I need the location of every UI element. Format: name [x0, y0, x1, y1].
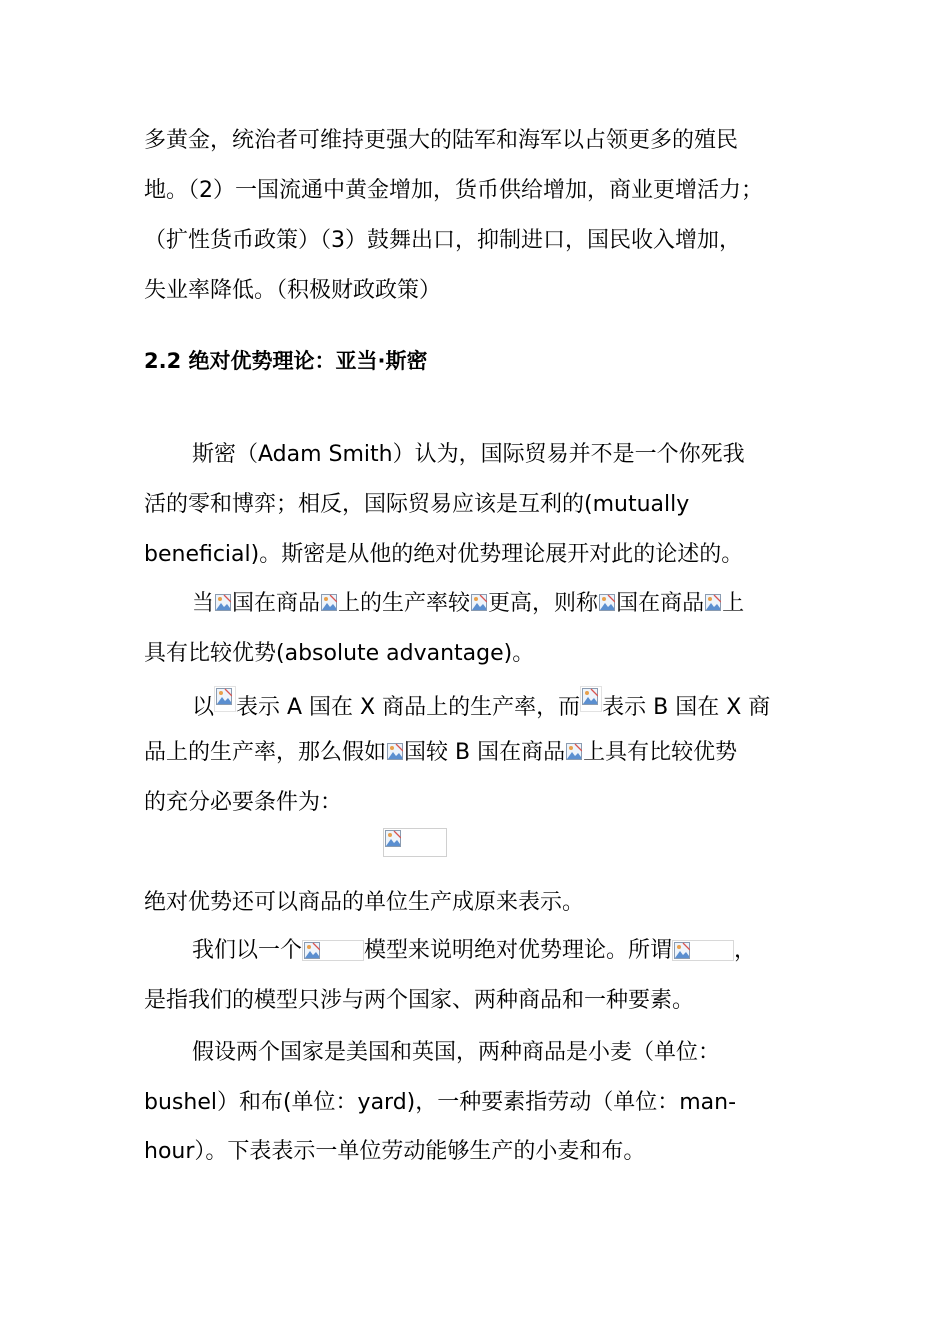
text-line: 多黄金，统治者可维持更强大的陆军和海军以占领更多的殖民 — [144, 128, 739, 153]
text-segment: 更高，则称 — [488, 591, 599, 616]
text-segment: 国在商品 — [232, 591, 321, 616]
model-line — [192, 936, 814, 966]
broken-image-icon — [704, 593, 722, 614]
productivity-line — [192, 686, 814, 723]
text-line: 是指我们的模型只涉与两个国家、两种商品和一种要素。 — [144, 988, 695, 1013]
broken-image-icon — [470, 593, 488, 614]
formula-line — [383, 828, 503, 866]
section-heading: 2.2 绝对优势理论：亚当·斯密 — [144, 349, 428, 373]
text-segment: 表示 A 国在 X 商品上的生产率，而 — [236, 695, 581, 720]
broken-image-icon — [386, 742, 404, 763]
text-segment: 国在商品 — [616, 591, 705, 616]
broken-image-icon — [672, 940, 734, 961]
definition-line — [192, 589, 814, 619]
text-segment: 模型来说明绝对优势理论。所谓 — [364, 938, 673, 963]
text-segment: ， — [734, 938, 757, 963]
text-segment: 我们以一个 — [192, 938, 303, 963]
productivity-line — [144, 738, 814, 768]
text-segment: 上具有比较优势 — [583, 740, 738, 765]
text-line: hour）。下表表示一单位劳动能够生产的小麦和布。 — [144, 1139, 646, 1164]
broken-image-icon — [580, 686, 602, 712]
broken-image-icon — [598, 593, 616, 614]
text-line: 绝对优势还可以商品的单位生产成原来表示。 — [144, 890, 585, 915]
broken-image-icon — [214, 593, 232, 614]
text-line: 斯密（Adam Smith）认为，国际贸易并不是一个你死我 — [192, 442, 745, 467]
broken-image-icon — [383, 828, 447, 857]
broken-image-icon — [302, 940, 364, 961]
text-line: bushel）和布(单位：yard)，一种要素指劳动（单位：man- — [144, 1090, 737, 1115]
text-line: beneficial)。斯密是从他的绝对优势理论展开对此的论述的。 — [144, 542, 744, 567]
text-segment: 国较 B 国在商品 — [404, 740, 566, 765]
text-line: 地。（2）一国流通中黄金增加，货币供给增加，商业更增活力； — [144, 178, 763, 203]
text-line: 失业率降低。（积极财政政策） — [144, 278, 442, 303]
text-line: （扩性货币政策）（3）鼓舞出口，抑制进口，国民收入增加， — [144, 228, 741, 253]
text-segment: 当 — [192, 591, 215, 616]
text-line: 活的零和博弈；相反，国际贸易应该是互利的(mutually — [144, 492, 690, 517]
text-line: 具有比较优势(absolute advantage)。 — [144, 641, 535, 666]
broken-image-icon — [214, 686, 236, 712]
text-line: 假设两个国家是美国和英国，两种商品是小麦（单位： — [192, 1040, 721, 1065]
text-segment: 以 — [192, 695, 215, 720]
text-line: 的充分必要条件为： — [144, 790, 343, 815]
broken-image-icon — [320, 593, 338, 614]
text-segment: 上的生产率较 — [338, 591, 471, 616]
text-segment: 品上的生产率，那么假如 — [144, 740, 387, 765]
text-segment: 上 — [722, 591, 745, 616]
text-segment: 表示 B 国在 X 商 — [602, 695, 771, 720]
broken-image-icon — [565, 742, 583, 763]
